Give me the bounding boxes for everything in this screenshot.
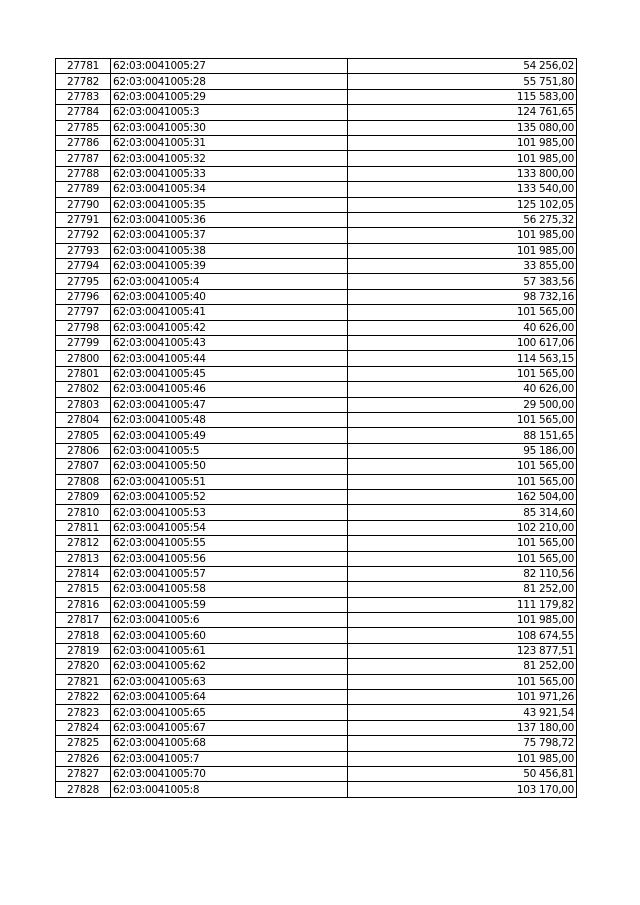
- value-cell: 101 565,00: [348, 459, 577, 474]
- cadastral-number-cell: 62:03:0041005:44: [111, 351, 348, 366]
- value-cell: 40 626,00: [348, 320, 577, 335]
- row-number-cell: 27796: [56, 289, 111, 304]
- value-cell: 98 732,16: [348, 289, 577, 304]
- table-row: [56, 274, 577, 289]
- table-row: [56, 243, 577, 258]
- row-number-cell: 27815: [56, 582, 111, 597]
- table-row: [56, 474, 577, 489]
- row-number-cell: 27782: [56, 74, 111, 89]
- value-cell: 101 985,00: [348, 135, 577, 150]
- cadastral-number-cell: 62:03:0041005:59: [111, 597, 348, 612]
- row-number-cell: 27803: [56, 397, 111, 412]
- table-row: [56, 89, 577, 104]
- row-number-cell: 27798: [56, 320, 111, 335]
- row-number-cell: 27827: [56, 766, 111, 781]
- row-number-cell: 27783: [56, 89, 111, 104]
- cadastral-number-cell: 62:03:0041005:54: [111, 520, 348, 535]
- cadastral-number-cell: 62:03:0041005:58: [111, 582, 348, 597]
- cadastral-number-cell: 62:03:0041005:34: [111, 182, 348, 197]
- table-row: [56, 289, 577, 304]
- value-cell: 133 540,00: [348, 182, 577, 197]
- table-row: [56, 212, 577, 227]
- row-number-cell: 27825: [56, 736, 111, 751]
- value-cell: 88 151,65: [348, 428, 577, 443]
- table-row: [56, 320, 577, 335]
- table-row: [56, 105, 577, 120]
- table-row: [56, 428, 577, 443]
- value-cell: 101 565,00: [348, 412, 577, 427]
- table-row: [56, 459, 577, 474]
- table-row: [56, 382, 577, 397]
- row-number-cell: 27824: [56, 720, 111, 735]
- table-row: [56, 659, 577, 674]
- cadastral-number-cell: 62:03:0041005:29: [111, 89, 348, 104]
- table-row: [56, 597, 577, 612]
- value-cell: 102 210,00: [348, 520, 577, 535]
- row-number-cell: 27819: [56, 643, 111, 658]
- table-row: [56, 766, 577, 781]
- table-row: [56, 613, 577, 628]
- table-row: [56, 135, 577, 150]
- value-cell: 101 565,00: [348, 474, 577, 489]
- row-number-cell: 27793: [56, 243, 111, 258]
- table-row: [56, 705, 577, 720]
- cadastral-number-cell: 62:03:0041005:30: [111, 120, 348, 135]
- value-cell: 82 110,56: [348, 566, 577, 581]
- cadastral-number-cell: 62:03:0041005:33: [111, 166, 348, 181]
- cadastral-number-cell: 62:03:0041005:42: [111, 320, 348, 335]
- row-number-cell: 27812: [56, 536, 111, 551]
- row-number-cell: 27808: [56, 474, 111, 489]
- table-row: [56, 536, 577, 551]
- value-cell: 101 565,00: [348, 366, 577, 381]
- table-row: [56, 120, 577, 135]
- cadastral-number-cell: 62:03:0041005:4: [111, 274, 348, 289]
- cadastral-number-cell: 62:03:0041005:31: [111, 135, 348, 150]
- table-row: [56, 74, 577, 89]
- row-number-cell: 27811: [56, 520, 111, 535]
- value-cell: 101 971,26: [348, 690, 577, 705]
- row-number-cell: 27790: [56, 197, 111, 212]
- cadastral-number-cell: 62:03:0041005:60: [111, 628, 348, 643]
- value-cell: 57 383,56: [348, 274, 577, 289]
- row-number-cell: 27828: [56, 782, 111, 797]
- cadastral-number-cell: 62:03:0041005:37: [111, 228, 348, 243]
- row-number-cell: 27818: [56, 628, 111, 643]
- cadastral-number-cell: 62:03:0041005:50: [111, 459, 348, 474]
- value-cell: 101 985,00: [348, 751, 577, 766]
- row-number-cell: 27791: [56, 212, 111, 227]
- row-number-cell: 27823: [56, 705, 111, 720]
- table-row: [56, 628, 577, 643]
- row-number-cell: 27794: [56, 259, 111, 274]
- value-cell: 101 985,00: [348, 243, 577, 258]
- row-number-cell: 27807: [56, 459, 111, 474]
- row-number-cell: 27792: [56, 228, 111, 243]
- cadastral-number-cell: 62:03:0041005:46: [111, 382, 348, 397]
- row-number-cell: 27787: [56, 151, 111, 166]
- cadastral-number-cell: 62:03:0041005:40: [111, 289, 348, 304]
- value-cell: 81 252,00: [348, 582, 577, 597]
- table-row: [56, 782, 577, 797]
- row-number-cell: 27809: [56, 489, 111, 504]
- row-number-cell: 27814: [56, 566, 111, 581]
- cadastral-number-cell: 62:03:0041005:32: [111, 151, 348, 166]
- table-row: [56, 351, 577, 366]
- row-number-cell: 27797: [56, 305, 111, 320]
- table-row: [56, 197, 577, 212]
- row-number-cell: 27781: [56, 59, 111, 74]
- value-cell: 103 170,00: [348, 782, 577, 797]
- row-number-cell: 27816: [56, 597, 111, 612]
- table-row: [56, 489, 577, 504]
- cadastral-number-cell: 62:03:0041005:65: [111, 705, 348, 720]
- cadastral-number-cell: 62:03:0041005:55: [111, 536, 348, 551]
- table-row: [56, 443, 577, 458]
- value-cell: 133 800,00: [348, 166, 577, 181]
- table-row: [56, 166, 577, 181]
- row-number-cell: 27826: [56, 751, 111, 766]
- table-row: [56, 582, 577, 597]
- row-number-cell: 27800: [56, 351, 111, 366]
- row-number-cell: 27805: [56, 428, 111, 443]
- value-cell: 40 626,00: [348, 382, 577, 397]
- value-cell: 115 583,00: [348, 89, 577, 104]
- cadastral-number-cell: 62:03:0041005:56: [111, 551, 348, 566]
- row-number-cell: 27788: [56, 166, 111, 181]
- value-cell: 54 256,02: [348, 59, 577, 74]
- table-row: [56, 690, 577, 705]
- value-cell: 108 674,55: [348, 628, 577, 643]
- value-cell: 81 252,00: [348, 659, 577, 674]
- value-cell: 137 180,00: [348, 720, 577, 735]
- table-row: [56, 151, 577, 166]
- cadastral-number-cell: 62:03:0041005:61: [111, 643, 348, 658]
- row-number-cell: 27813: [56, 551, 111, 566]
- table-body: [56, 59, 577, 798]
- cadastral-number-cell: 62:03:0041005:70: [111, 766, 348, 781]
- cadastral-number-cell: 62:03:0041005:48: [111, 412, 348, 427]
- row-number-cell: 27799: [56, 336, 111, 351]
- row-number-cell: 27820: [56, 659, 111, 674]
- table-row: [56, 397, 577, 412]
- value-cell: 124 761,65: [348, 105, 577, 120]
- cadastral-number-cell: 62:03:0041005:47: [111, 397, 348, 412]
- row-number-cell: 27801: [56, 366, 111, 381]
- table-row: [56, 505, 577, 520]
- value-cell: 75 798,72: [348, 736, 577, 751]
- table-row: [56, 259, 577, 274]
- cadastral-number-cell: 62:03:0041005:39: [111, 259, 348, 274]
- table-row: [56, 643, 577, 658]
- cadastral-number-cell: 62:03:0041005:35: [111, 197, 348, 212]
- cadastral-number-cell: 62:03:0041005:38: [111, 243, 348, 258]
- table-row: [56, 674, 577, 689]
- cadastral-number-cell: 62:03:0041005:3: [111, 105, 348, 120]
- value-cell: 100 617,06: [348, 336, 577, 351]
- value-cell: 43 921,54: [348, 705, 577, 720]
- value-cell: 85 314,60: [348, 505, 577, 520]
- row-number-cell: 27804: [56, 412, 111, 427]
- value-cell: 50 456,81: [348, 766, 577, 781]
- row-number-cell: 27785: [56, 120, 111, 135]
- value-cell: 101 985,00: [348, 228, 577, 243]
- value-cell: 101 565,00: [348, 551, 577, 566]
- value-cell: 101 985,00: [348, 613, 577, 628]
- cadastral-number-cell: 62:03:0041005:57: [111, 566, 348, 581]
- value-cell: 55 751,80: [348, 74, 577, 89]
- cadastral-number-cell: 62:03:0041005:43: [111, 336, 348, 351]
- value-cell: 29 500,00: [348, 397, 577, 412]
- row-number-cell: 27784: [56, 105, 111, 120]
- table-row: [56, 228, 577, 243]
- value-cell: 111 179,82: [348, 597, 577, 612]
- table-row: [56, 551, 577, 566]
- cadastral-number-cell: 62:03:0041005:41: [111, 305, 348, 320]
- table-row: [56, 720, 577, 735]
- cadastral-number-cell: 62:03:0041005:5: [111, 443, 348, 458]
- cadastral-number-cell: 62:03:0041005:8: [111, 782, 348, 797]
- value-cell: 101 565,00: [348, 536, 577, 551]
- row-number-cell: 27810: [56, 505, 111, 520]
- table-row: [56, 520, 577, 535]
- value-cell: 101 985,00: [348, 151, 577, 166]
- cadastral-number-cell: 62:03:0041005:53: [111, 505, 348, 520]
- table-row: [56, 59, 577, 74]
- table-row: [56, 736, 577, 751]
- cadastral-number-cell: 62:03:0041005:62: [111, 659, 348, 674]
- row-number-cell: 27789: [56, 182, 111, 197]
- table-row: [56, 412, 577, 427]
- value-cell: 125 102,05: [348, 197, 577, 212]
- cadastral-number-cell: 62:03:0041005:28: [111, 74, 348, 89]
- value-cell: 135 080,00: [348, 120, 577, 135]
- row-number-cell: 27795: [56, 274, 111, 289]
- row-number-cell: 27786: [56, 135, 111, 150]
- cadastral-number-cell: 62:03:0041005:36: [111, 212, 348, 227]
- cadastral-number-cell: 62:03:0041005:45: [111, 366, 348, 381]
- value-cell: 123 877,51: [348, 643, 577, 658]
- cadastral-number-cell: 62:03:0041005:51: [111, 474, 348, 489]
- table-row: [56, 336, 577, 351]
- row-number-cell: 27821: [56, 674, 111, 689]
- cadastral-number-cell: 62:03:0041005:64: [111, 690, 348, 705]
- table-row: [56, 751, 577, 766]
- value-cell: 95 186,00: [348, 443, 577, 458]
- cadastral-number-cell: 62:03:0041005:67: [111, 720, 348, 735]
- row-number-cell: 27802: [56, 382, 111, 397]
- value-cell: 56 275,32: [348, 212, 577, 227]
- cadastral-number-cell: 62:03:0041005:52: [111, 489, 348, 504]
- row-number-cell: 27806: [56, 443, 111, 458]
- cadastral-number-cell: 62:03:0041005:63: [111, 674, 348, 689]
- row-number-cell: 27822: [56, 690, 111, 705]
- cadastral-number-cell: 62:03:0041005:27: [111, 59, 348, 74]
- cadastral-number-cell: 62:03:0041005:68: [111, 736, 348, 751]
- cadastral-number-cell: 62:03:0041005:7: [111, 751, 348, 766]
- value-cell: 114 563,15: [348, 351, 577, 366]
- value-cell: 162 504,00: [348, 489, 577, 504]
- table-row: [56, 566, 577, 581]
- table-row: [56, 182, 577, 197]
- row-number-cell: 27817: [56, 613, 111, 628]
- cadastral-number-cell: 62:03:0041005:6: [111, 613, 348, 628]
- value-cell: 101 565,00: [348, 674, 577, 689]
- table-row: [56, 366, 577, 381]
- value-cell: 33 855,00: [348, 259, 577, 274]
- table-row: [56, 305, 577, 320]
- value-cell: 101 565,00: [348, 305, 577, 320]
- data-table: [55, 58, 577, 798]
- cadastral-number-cell: 62:03:0041005:49: [111, 428, 348, 443]
